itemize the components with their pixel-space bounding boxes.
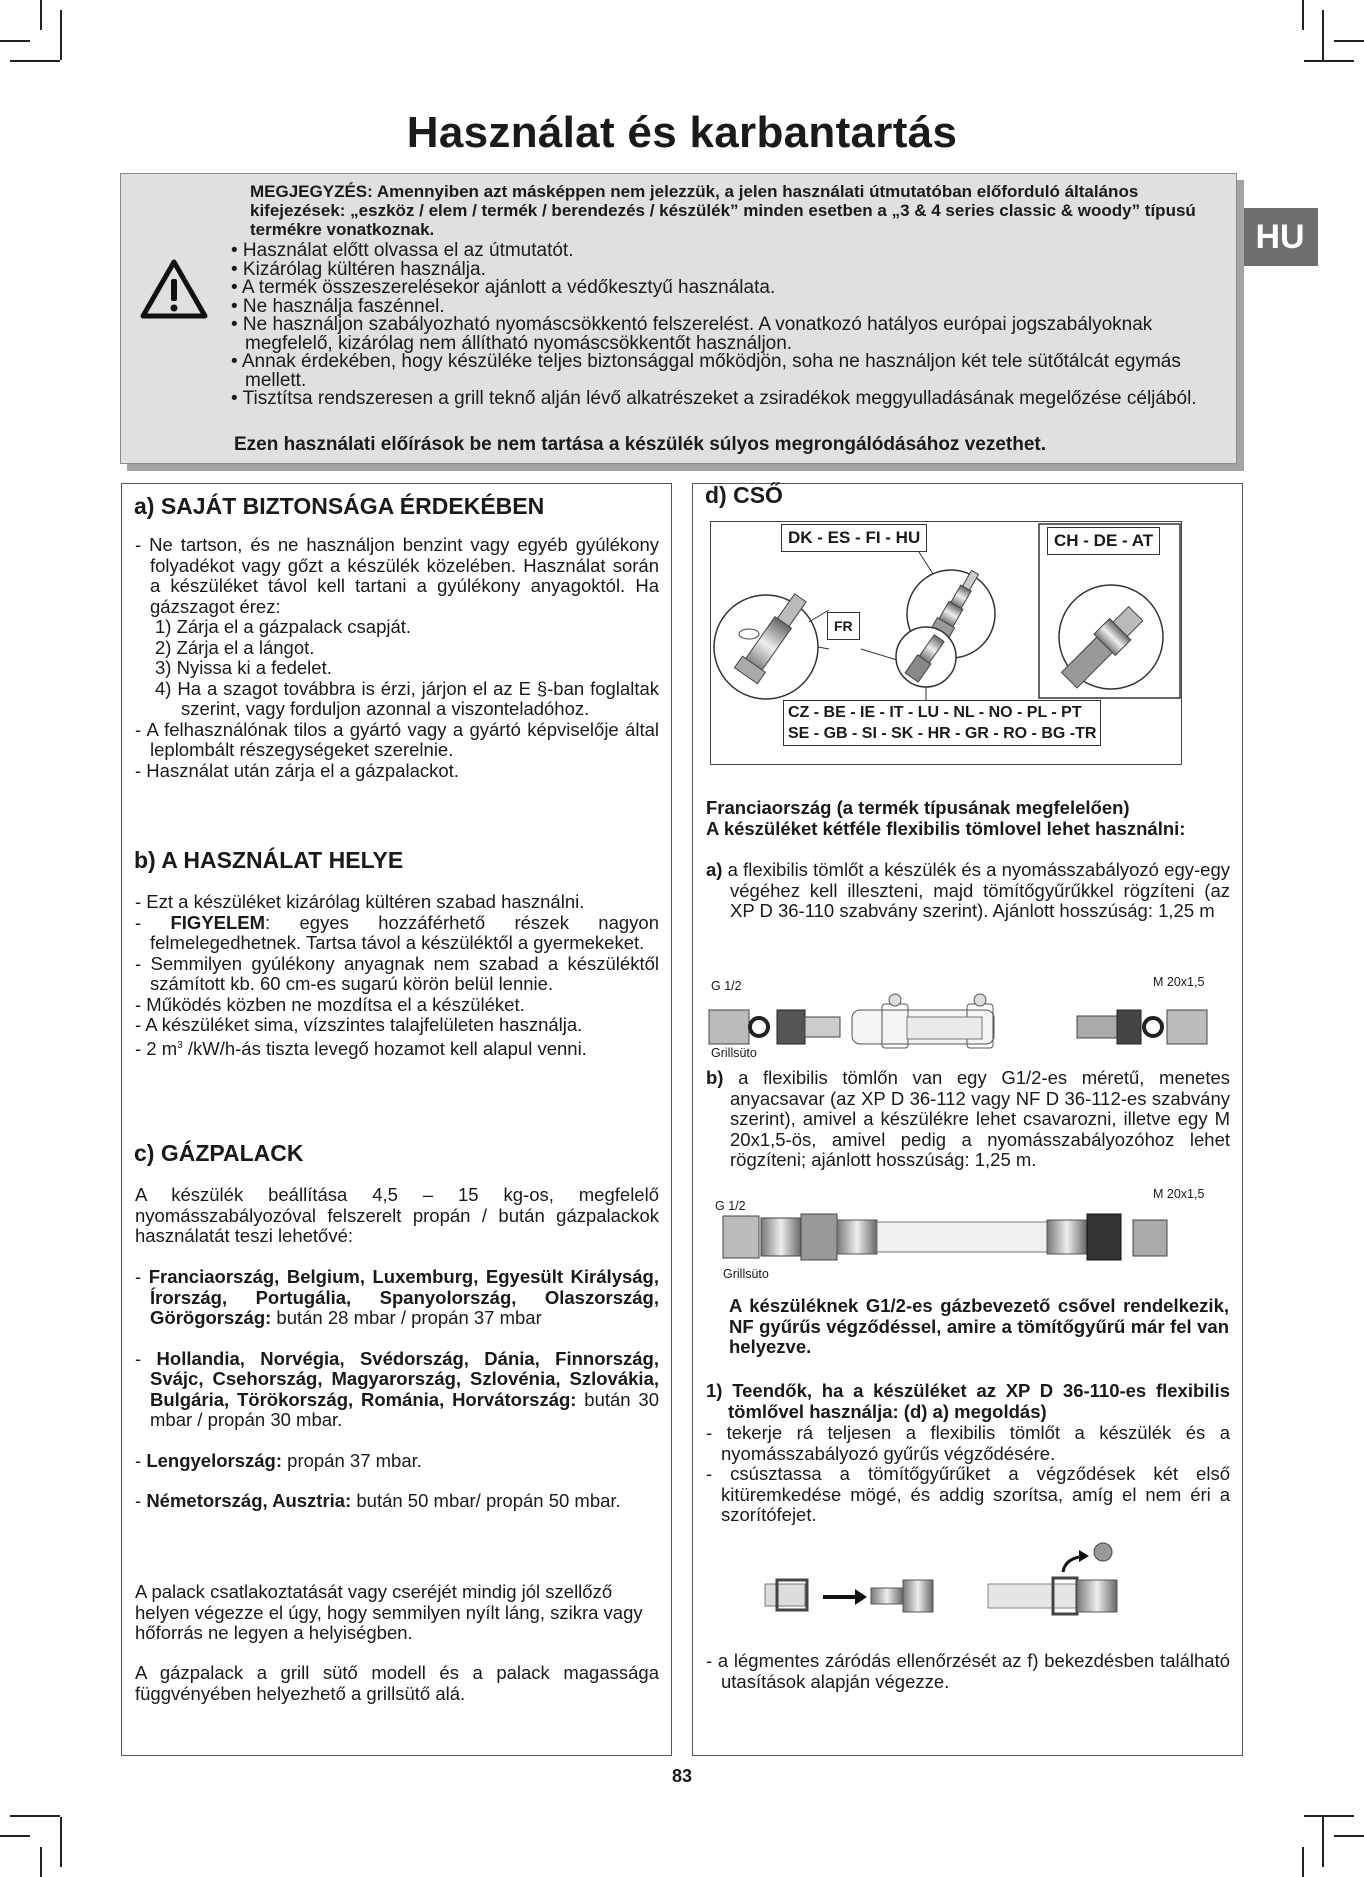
option-b-label: b) — [706, 1067, 724, 1088]
country-names: Lengyelország: — [146, 1449, 283, 1471]
section-a-item: - Ne tartson, és ne használjon benzint vagy egyéb gyúlékony folyadékot vagy gőzt a készülék közelében. Használat során a készüléket távol kell tartani a gyúlékony anyagoktól. Ha gázszagot érez: — [135, 534, 659, 617]
crop-mark — [40, 1847, 42, 1877]
page-number: 83 — [671, 1766, 693, 1786]
france-heading-line: Franciaország (a termék típusának megfelelően) — [706, 797, 1130, 818]
attention-label: FIGYELEM — [170, 911, 266, 933]
section-b-item: - Működés közben ne mozdítsa el a készüléket. — [135, 993, 525, 1015]
step1-item: - tekerje rá teljesen a flexibilis tömlőt a készülék és a nyomásszabályozó gyűrűs végződésére. — [706, 1422, 1230, 1464]
page-title: Használat és karbantartás — [406, 108, 958, 157]
section-c-para2: A gázpalack a grill sütő modell és a palack magassága függvényében helyezhető a grillsütő alá. — [135, 1662, 659, 1704]
france-heading-line: A készüléket kétféle flexibilis tömlovel lehet használni: — [706, 817, 1186, 839]
option-a-body: a flexibilis tömlőt a készülék és a nyomásszabályozó egy-egy végéhez kell illeszteni, majd tömítőgyűrűkkel rögzíteni (az XP D 36-110 szabvány szerint). Ajánlott hosszúság: 1,25 m — [722, 859, 1230, 921]
air-flow-prefix: - 2 m — [135, 1037, 178, 1059]
option-a-label: a) — [706, 859, 723, 880]
air-flow-text: /kW/h-ás tiszta levegő hozamot kell alapul venni. — [182, 1037, 587, 1059]
warning-note-box — [120, 173, 1237, 464]
country-names: Franciaország, Belgium, Luxemburg, Egyesült Királyság, Írország, Portugália, Spanyolország, Olaszország, Görögország: — [148, 1266, 659, 1328]
crop-mark — [1322, 10, 1324, 60]
note-item: • Annak érdekében, hogy készüléke teljes biztonsággal mőködjön, soha ne használjon két tele sütőtálcát egymás mellett. — [231, 351, 1181, 391]
region-label-ch: CH - DE - AT — [1047, 527, 1160, 555]
crop-mark — [10, 1815, 60, 1817]
crop-mark — [1304, 60, 1354, 62]
note-heading: MEGJEGYZÉS: Amennyiben azt másképpen nem jelezzük, a jelen használati útmutatóban előforduló általános kifejezések: „eszköz / elem / termék / berendezés / készülék” minden esetben a „3 & 4 series classic & woody” típusú termékre vonatkoznak. — [250, 182, 1196, 239]
seal-check-text — [706, 1651, 1230, 1692]
step1-list — [706, 1423, 1230, 1526]
hose-connector-diagram — [710, 521, 1182, 765]
section-b-item: - Semmilyen gyúlékony anyagnak nem szabad a készüléktől számított kb. 60 cm-es sugarú körön belül lennie. — [135, 952, 659, 994]
section-b-body — [135, 892, 659, 1059]
language-tab: HU — [1242, 208, 1318, 266]
attention-text: : egyes hozzáférhető részek nagyon felmelegedhetnek. Tartsa távol a készüléktől a gyermekeket. — [150, 911, 659, 953]
option-a-text — [706, 860, 1230, 922]
region-line: SE - GB - SI - SK - HR - GR - RO - BG -TR — [788, 725, 1097, 742]
section-b-item: - Ezt a készüléket kizárólag kültéren szabad használni. — [135, 891, 585, 912]
section-a-step: 1) Zárja el a gázpalack csapját. — [155, 616, 412, 637]
section-c-countries — [135, 1267, 659, 1512]
hose-type-b-illustration — [721, 1206, 1216, 1266]
crop-mark — [1304, 1815, 1354, 1817]
section-a-step: 4) Ha a szagot továbbra is érzi, járjon el az E §-ban foglaltak szerint, vagy forduljon azonnal a viszonteladóhoz. — [155, 677, 659, 719]
region-label-fr: FR — [827, 612, 860, 640]
section-a-item: - A felhasználónak tilos a gyártó vagy a gyártó képviselője által leplombált részegységeket szerelnie. — [135, 718, 659, 760]
left-column — [121, 483, 672, 1756]
country-names: Németország, Ausztria: — [146, 1490, 352, 1511]
region-label-dk: DK - ES - FI - HU — [781, 524, 927, 552]
crop-mark — [1302, 0, 1304, 30]
fig1-caption: Grillsüto — [711, 1046, 757, 1060]
section-c-title: c) GÁZPALACK — [134, 1140, 304, 1166]
section-a-step: 2) Zárja el a lángot. — [155, 636, 315, 658]
fig2-right-label: M 20x1,5 — [1153, 1187, 1205, 1201]
crop-mark — [1334, 40, 1364, 42]
clamp-assembly-illustration — [763, 1540, 1143, 1634]
note-item: • Tisztítsa rendszeresen a grill teknő alján lévő alkatrészeket a zsiradékok meggyulladásának megelőzése céljából. — [231, 388, 1197, 409]
country-group: - Lengyelország: propán 37 mbar. — [135, 1449, 422, 1471]
country-names: Hollandia, Norvégia, Svédország, Dánia, Finnország, Svájc, Csehország, Magyarország, Szlovénia, Szlovákia, Bulgária, Törökország, Románia, Horvátország: — [150, 1347, 659, 1410]
section-b-item — [135, 1036, 659, 1060]
country-group: - Hollandia, Norvégia, Svédország, Dánia, Finnország, Svájc, Csehország, Magyarország, Szlovénia, Szlovákia, Bulgária, Törökország, Románia, Horvátország: bután 30 mbar / propán 30 mbar. — [135, 1347, 659, 1430]
crop-mark — [1334, 1835, 1364, 1837]
country-group: - Franciaország, Belgium, Luxemburg, Egyesült Királyság, Írország, Portugália, Spanyolország, Olaszország, Görögország: bután 28 mbar / propán 37 mbar — [135, 1266, 659, 1328]
fig1-right-label: M 20x1,5 — [1153, 975, 1205, 989]
crop-mark — [1322, 1817, 1324, 1867]
crop-mark — [10, 60, 60, 62]
leader-line — [818, 647, 829, 649]
region-line: CZ - BE - IE - IT - LU - NL - NO - PL - PT — [788, 704, 1082, 721]
note-item: • Ne használja faszénnel. — [231, 295, 445, 317]
section-a-item: - Használat után zárja el a gázpalackot. — [135, 759, 459, 781]
step1-heading: 1) Teendők, ha a készüléket az XP D 36-110-es flexibilis tömlővel használja: (d) a) megoldás) — [706, 1380, 1230, 1422]
g12-inlet-note: A készüléknek G1/2-es gázbevezető csővel rendelkezik, NF gyűrűs végződéssel, amire a tömítőgyűrű már fel van helyezve. — [729, 1295, 1229, 1357]
note-item: • Kizárólag kültéren használja. — [231, 258, 486, 280]
region-label-cz — [783, 700, 1101, 746]
pressure-values: propán 37 mbar. — [282, 1449, 422, 1471]
note-list — [231, 242, 1221, 409]
country-group: - Németország, Ausztria: bután 50 mbar/ propán 50 mbar. — [135, 1490, 621, 1511]
option-b-body: a flexibilis tömlőn van egy G1/2-es méretű, menetes anyacsavar (az XP D 36-112 vagy NF D 36-112-es szabvány szerint), amivel a készülékre lehet csavarozni, illetve egy M 20x1,5-ös, amivel pedig a nyomásszabályozóhoz lehet rögzíteni; ajánlott hosszúság: 1,25 m. — [723, 1067, 1230, 1170]
note-item: • Használat előtt olvassa el az útmutatót. — [231, 240, 574, 261]
leader-line — [861, 649, 897, 660]
pressure-values: bután 50 mbar/ propán 50 mbar. — [351, 1490, 621, 1511]
warning-triangle-icon — [139, 257, 209, 321]
crop-mark — [0, 1835, 30, 1837]
section-c-para1: A palack csatlakoztatását vagy cseréjét mindig jól szellőző helyen végezze el úgy, hogy semmilyen nyílt láng, szikra vagy hőforrás ne legyen a helyiségben. — [135, 1581, 643, 1643]
pressure-values: bután 28 mbar / propán 37 mbar — [271, 1307, 542, 1328]
option-b-text — [706, 1068, 1230, 1171]
france-heading — [706, 798, 1230, 839]
section-b-item: - A készüléket sima, vízszintes talajfelületen használja. — [135, 1014, 583, 1035]
section-d-title: d) CSŐ — [705, 482, 783, 508]
fig1-left-label: G 1/2 — [711, 979, 742, 993]
seal-check-item: - a légmentes záródás ellenőrzését az f) bekezdésben található utasítások alapján végezze. — [706, 1650, 1230, 1692]
pressure-values: bután 30 mbar / propán 30 mbar. — [150, 1388, 659, 1430]
section-a-title: a) SAJÁT BIZTONSÁGA ÉRDEKÉBEN — [134, 493, 545, 519]
leader-line — [809, 610, 829, 622]
note-item: • Ne használjon szabályozható nyomáscsökkentó felszerelést. A vonatkozó hatályos európai jogszabályoknak megfelelő, kizárólag nem állítható nyomáscsökkentőt használjon. — [231, 314, 1153, 354]
hose-type-a-illustration — [707, 992, 1217, 1054]
fig2-caption: Grillsüto — [723, 1267, 769, 1281]
leader-line — [919, 552, 933, 574]
note-footer: Ezen használati előírások be nem tartása a készülék súlyos megrongálódásához vezethet. — [234, 434, 1047, 455]
crop-mark — [60, 1817, 62, 1867]
note-item: • A termék összeszerelésekor ajánlott a védőkesztyű használata. — [231, 277, 776, 298]
crop-mark — [1302, 1847, 1304, 1877]
section-b-item: - FIGYELEM: egyes hozzáférhető részek nagyon felmelegedhetnek. Tartsa távol a készüléktől a gyermekeket. — [135, 911, 659, 953]
section-a-body — [135, 535, 659, 781]
crop-mark — [0, 40, 30, 42]
section-a-step: 3) Nyissa ki a fedelet. — [155, 657, 332, 678]
superscript: 3 — [177, 1039, 183, 1051]
section-c-intro: A készülék beállítása 4,5 – 15 kg-os, megfelelő nyomásszabályozóval felszerelt propán / bután gázpalackok használatát teszi lehetővé: — [135, 1184, 659, 1246]
crop-mark — [60, 10, 62, 60]
crop-mark — [40, 0, 42, 30]
step1-item: - csúsztassa a tömítőgyűrűket a végződések két első kitüremkedése mögé, és addig szorítsa, amíg el nem éri a szorítófejet. — [706, 1463, 1230, 1525]
fig2-left-label: G 1/2 — [715, 1199, 746, 1213]
right-column — [692, 483, 1243, 1756]
section-b-title: b) A HASZNÁLAT HELYE — [134, 847, 404, 873]
